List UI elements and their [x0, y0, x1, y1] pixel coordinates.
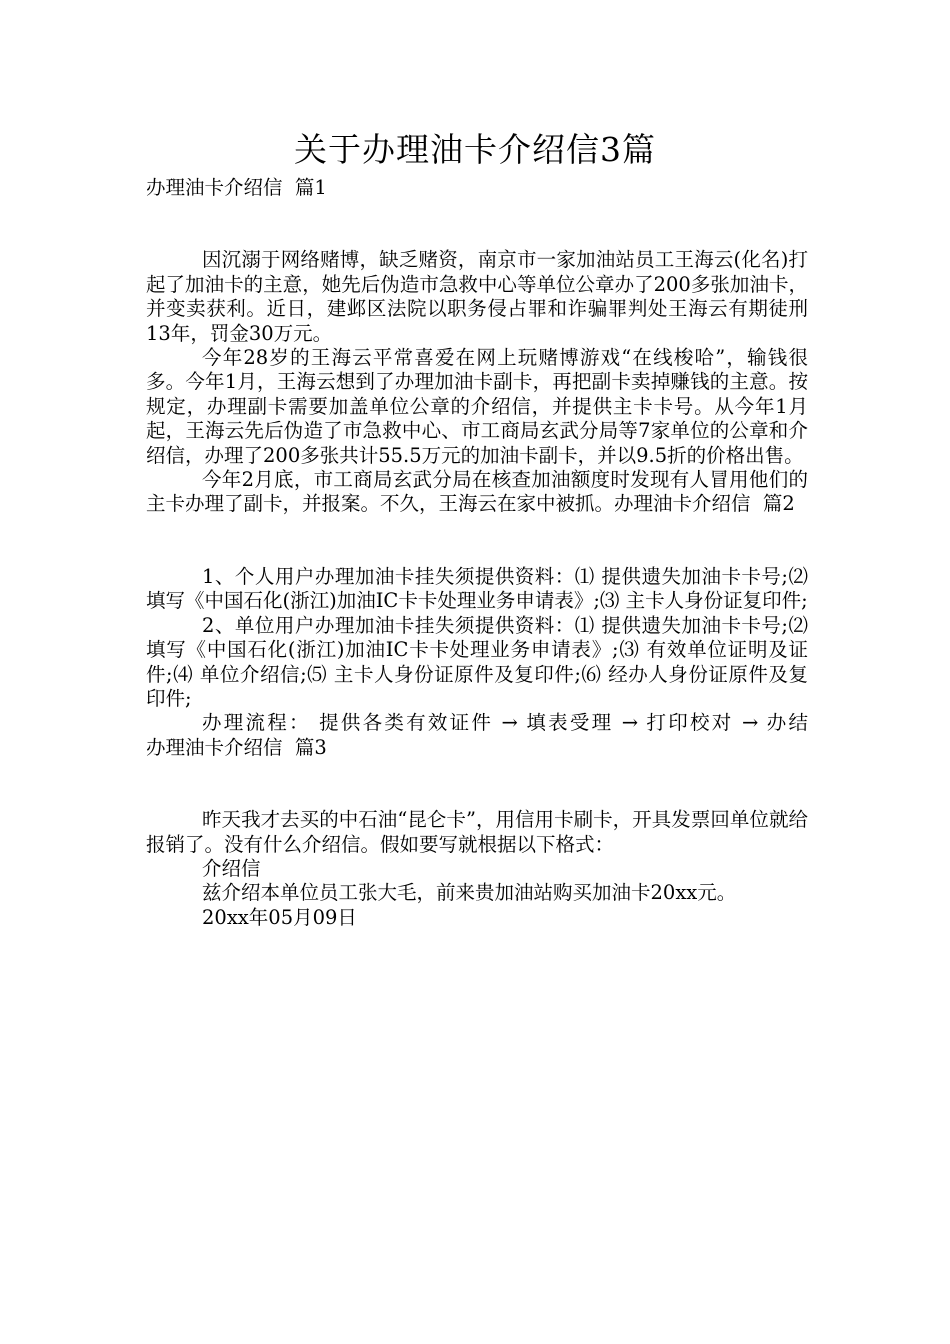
section-2-paragraph-1: 1、个人用户办理加油卡挂失须提供资料：⑴ 提供遗失加油卡卡号;⑵ 填写《中国石化(浙江)加油IC卡卡处理业务申请表》;⑶ 主卡人身份证复印件; [146, 564, 808, 613]
section-2-paragraph-3-text: 办理流程： 提供各类有效证件 → 填表受理 → 打印校对 → 办结 [202, 711, 808, 735]
section-2-paragraph-2: 2、单位用户办理加油卡挂失须提供资料：⑴ 提供遗失加油卡卡号;⑵ 填写《中国石化(浙江)加油IC卡卡处理业务申请表》;⑶ 有效单位证明及证件;⑷ 单位介绍信;⑸ 主卡人身份证原件及复印件;⑹ 经办人身份证原件及复印件; [146, 613, 808, 710]
section-1-paragraph-3 [146, 468, 808, 517]
section-1-spacer [146, 200, 808, 248]
section-3-heading: 办理油卡介绍信 篇3 [146, 735, 327, 759]
section-1-heading: 办理油卡介绍信 篇1 [146, 176, 327, 199]
section-1-paragraph-3-text: 今年2月底，市工商局玄武分局在核查加油额度时发现有人冒用他们的主卡办理了副卡，并报案。不久，王海云在家中被抓。 [146, 468, 808, 516]
document-title: 关于办理油卡介绍信3篇 [294, 130, 656, 169]
section-1-paragraph-2: 今年28岁的王海云平常喜爱在网上玩赌博游戏“在线梭哈”，输钱很多。今年1月，王海云想到了办理加油卡副卡，再把副卡卖掉赚钱的主意。按规定，办理副卡需要加盖单位公章的介绍信，并提供主卡卡号。从今年1月起，王海云先后伪造了市急救中心、市工商局玄武分局等7家单位的公章和介绍信，办理了200多张共计55.5万元的加油卡副卡，并以9.5折的价格出售。 [146, 346, 808, 467]
section-3-spacer [146, 760, 808, 808]
section-2-paragraph-3 [146, 711, 808, 760]
letter-title: 介绍信 [202, 856, 261, 880]
section-3-paragraph-1: 昨天我才去买的中石油“昆仑卡”，用信用卡刷卡，开具发票回单位就给报销了。没有什么介绍信。假如要写就根据以下格式： [146, 808, 808, 856]
section-1-paragraph-1: 因沉溺于网络赌博，缺乏赌资，南京市一家加油站员工王海云(化名)打起了加油卡的主意，她先后伪造市急救中心等单位公章办了200多张加油卡，并变卖获利。近日，建邺区法院以职务侵占罪和诈骗罪判处王海云有期徒刑13年，罚金30万元。 [146, 248, 808, 345]
document-body [146, 176, 808, 930]
section-2-spacer [146, 517, 808, 565]
section-2-heading: 办理油卡介绍信 篇2 [614, 492, 795, 516]
letter-date: 20xx年05月09日 [202, 905, 357, 929]
letter-body: 兹介绍本单位员工张大毛，前来贵加油站购买加油卡20xx元。 [202, 881, 737, 905]
